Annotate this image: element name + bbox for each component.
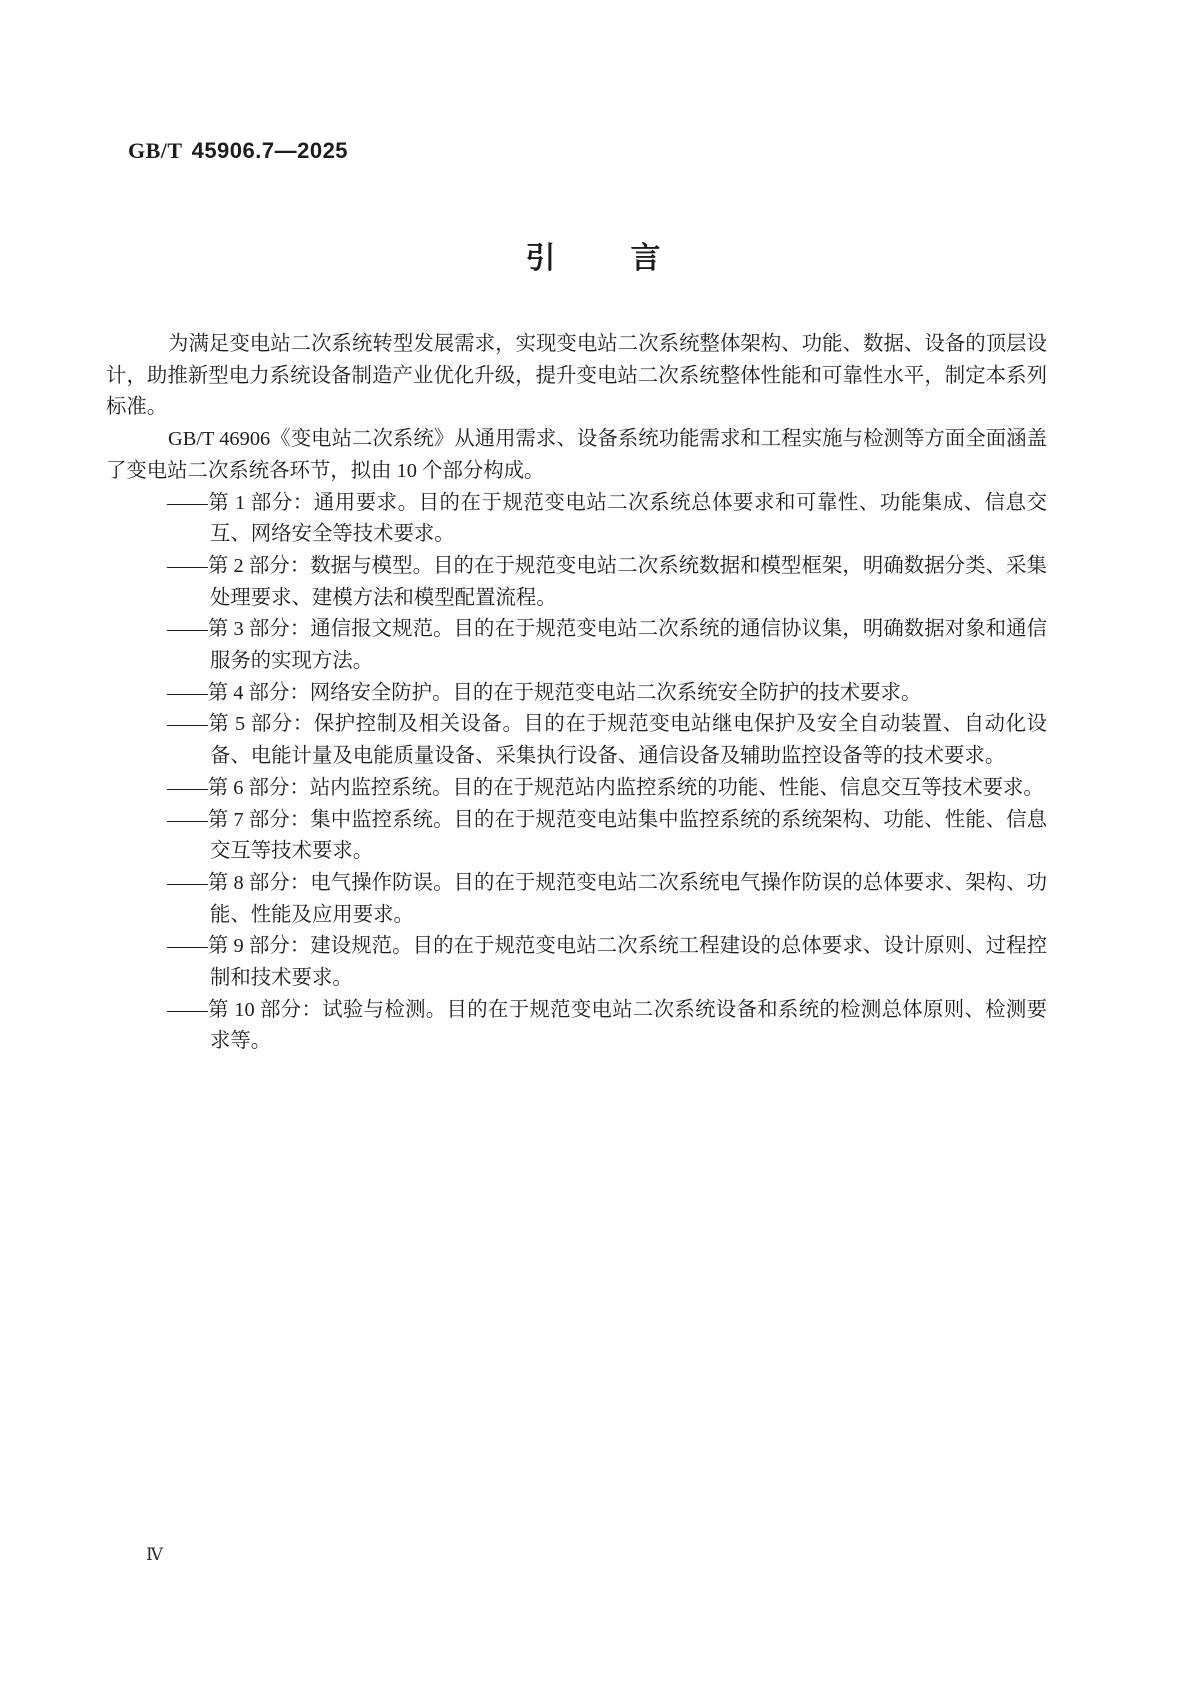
- standard-code-prefix: GB/T: [128, 138, 183, 163]
- part-item-3: ——第 3 部分：通信报文规范。目的在于规范变电站二次系统的通信协议集，明确数据对象和通信服务的实现方法。: [167, 618, 1047, 673]
- part-item-8: ——第 8 部分：电气操作防误。目的在于规范变电站二次系统电气操作防误的总体要求、架构、功能、性能及应用要求。: [167, 871, 1047, 926]
- part-item-10: ——第 10 部分：试验与检测。目的在于规范变电站二次系统设备和系统的检测总体原则、检测要求等。: [167, 998, 1047, 1053]
- part-item-6: ——第 6 部分：站内监控系统。目的在于规范站内监控系统的功能、性能、信息交互等技术要求。: [167, 776, 1044, 799]
- intro-paragraph-2: GB/T 46906《变电站二次系统》从通用需求、设备系统功能需求和工程实施与检测等方面全面涵盖了变电站二次系统各环节，拟由 10 个部分构成。: [106, 428, 1047, 482]
- standard-code: [128, 138, 348, 164]
- part-item-2: ——第 2 部分：数据与模型。目的在于规范变电站二次系统数据和模型框架，明确数据分类、采集处理要求、建模方法和模型配置流程。: [167, 554, 1047, 609]
- part-item-7: ——第 7 部分：集中监控系统。目的在于规范变电站集中监控系统的系统架构、功能、性能、信息交互等技术要求。: [167, 808, 1047, 863]
- standard-code-number: 45906.7—2025: [191, 138, 349, 163]
- intro-paragraph-1: 为满足变电站二次系统转型发展需求，实现变电站二次系统整体架构、功能、数据、设备的顶层设计，助推新型电力系统设备制造产业优化升级，提升变电站二次系统整体性能和可靠性水平，制定本系列标准。: [106, 333, 1047, 419]
- part-item-5: ——第 5 部分：保护控制及相关设备。目的在于规范变电站继电保护及安全自动装置、自动化设备、电能计量及电能质量设备、采集执行设备、通信设备及辅助监控设备等的技术要求。: [167, 713, 1047, 768]
- page-title: 引 言: [525, 242, 666, 275]
- part-item-9: ——第 9 部分：建设规范。目的在于规范变电站二次系统工程建设的总体要求、设计原则、过程控制和技术要求。: [167, 935, 1047, 990]
- part-item-4: ——第 4 部分：网络安全防护。目的在于规范变电站二次系统安全防护的技术要求。: [167, 681, 922, 704]
- part-item-1: ——第 1 部分：通用要求。目的在于规范变电站二次系统总体要求和可靠性、功能集成、信息交互、网络安全等技术要求。: [167, 491, 1047, 546]
- page-number: Ⅳ: [146, 1545, 163, 1564]
- introduction-body: [106, 329, 1047, 1058]
